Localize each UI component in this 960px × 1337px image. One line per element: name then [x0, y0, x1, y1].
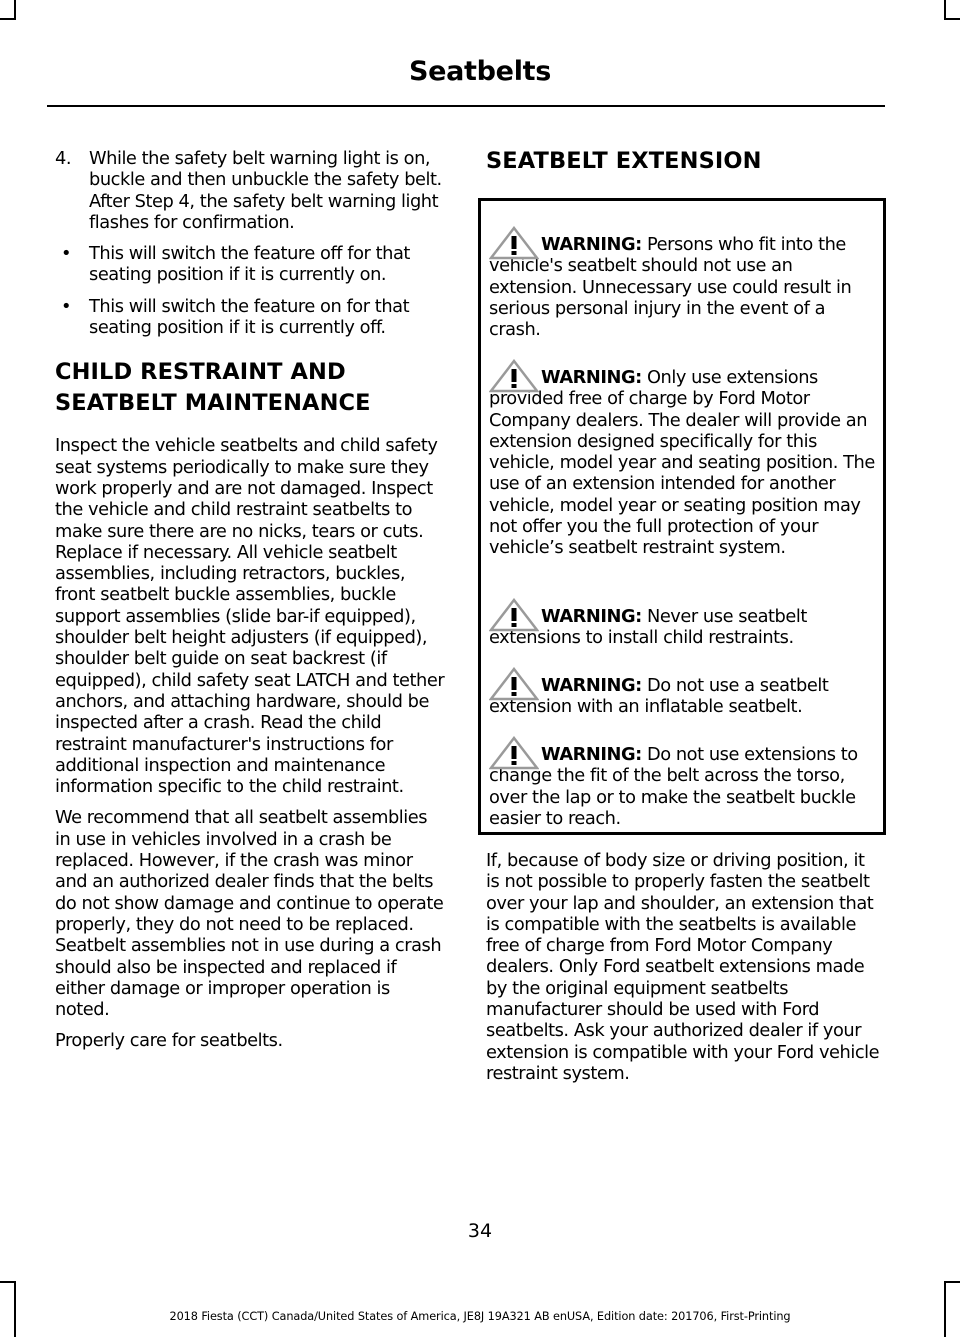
warning-item: [489, 744, 881, 829]
list-item-text: While the safety belt warning light is on, buckle and then unbuckle the safety belt. After Step 4, the safety belt warning light flashes for confirmation.: [89, 148, 442, 233]
section-heading: SEATBELT EXTENSION: [486, 148, 762, 174]
header-divider: [47, 105, 885, 107]
list-marker: 4.: [55, 148, 72, 169]
crop-mark: [0, 18, 16, 20]
warning-item: [489, 606, 881, 649]
bullet-marker: •: [61, 295, 72, 317]
section-heading: SEATBELT MAINTENANCE: [55, 390, 371, 417]
crop-mark: [14, 1281, 16, 1337]
warning-box: [478, 198, 886, 835]
warning-label: WARNING:: [541, 675, 642, 696]
footer-text: 2018 Fiesta (CCT) Canada/United States of America, JE8J 19A321 AB enUSA, Edition date: 201706, First-Printing: [169, 1310, 791, 1323]
list-item-text: This will switch the feature off for that seating position if it is currently on.: [89, 243, 410, 286]
list-item-text: This will switch the feature on for that seating position if it is currently off.: [89, 295, 410, 339]
warning-triangle-icon: [489, 359, 539, 393]
left-column: [55, 148, 447, 1062]
warning-label: WARNING:: [541, 744, 642, 765]
crop-mark: [14, 0, 16, 18]
warning-triangle-icon: [489, 667, 539, 701]
right-column-body: [486, 850, 880, 1094]
body-paragraph: We recommend that all seatbelt assemblies in use in vehicles involved in a crash be replaced. However, if the crash was minor and an authorized dealer finds that the belts do not show damage and continue to operate properly, they do not need to be replaced. Seatbelt assemblies not in use during a crash should also be inspected and replaced if either damage or improper operation is noted.: [55, 807, 444, 1021]
warning-text: Do not use a seatbelt extension with an inflatable seatbelt.: [489, 675, 829, 718]
crop-mark: [944, 1281, 946, 1337]
warning-triangle-icon: [489, 736, 539, 770]
crop-mark: [944, 0, 946, 18]
warning-label: WARNING:: [541, 367, 642, 388]
warning-item: [489, 234, 881, 340]
body-paragraph: Inspect the vehicle seatbelts and child safety seat systems periodically to make sure they work properly and are not damaged. Inspect the vehicle and child restraint seatbelts to make sure there are no nicks, tears or cuts. Replace if necessary. All vehicle seatbelt assemblies, including retractors, buckles, front seatbelt buckle assemblies, buckle support assemblies (slide bar-if equipped), shoulder belt height adjusters (if equipped), shoulder belt guide on seat backrest (if equipped), child safety seat LATCH and tether anchors, and attaching hardware, should be inspected after a crash. Read the child restraint manufacturer's instructions for additional inspection and maintenance information specific to the child restraint.: [55, 435, 445, 798]
warning-text: Do not use extensions to change the fit of the belt across the torso, over the lap or to make the seatbelt buckle easier to reach.: [489, 744, 858, 829]
section-heading: CHILD RESTRAINT AND: [55, 359, 346, 386]
list-item: [55, 296, 447, 339]
crop-mark: [944, 18, 960, 20]
warning-triangle-icon: [489, 226, 539, 260]
list-item: [55, 243, 447, 286]
bullet-marker: •: [61, 243, 72, 265]
list-item: [55, 148, 447, 233]
crop-mark: [944, 1281, 960, 1283]
warning-text: Persons who fit into the vehicle's seatbelt should not use an extension. Unnecessary use could result in serious personal injury in the event of a crash.: [489, 234, 852, 341]
right-column: [486, 146, 886, 177]
warning-triangle-icon: [489, 598, 539, 632]
warning-text: Only use extensions provided free of charge by Ford Motor Company dealers. The dealer will provide an extension designed specifically for this vehicle, model year and seating position. The use of an extension intended for another vehicle, model year or seating position may not offer you the full protection of your vehicle’s seatbelt restraint system.: [489, 367, 875, 559]
body-paragraph: If, because of body size or driving position, it is not possible to properly fasten the seatbelt over your lap and shoulder, an extension that is compatible with the seatbelts is available free of charge from Ford Motor Company dealers. Only Ford seatbelt extensions made by the original equipment seatbelts manufacturer should be used with Ford seatbelts. Ask your authorized dealer if your extension is compatible with your Ford vehicle restraint system.: [486, 850, 880, 1084]
warning-item: [489, 367, 881, 559]
body-paragraph: Properly care for seatbelts.: [55, 1030, 283, 1052]
crop-mark: [0, 1281, 14, 1283]
page-number: 34: [467, 1220, 493, 1242]
warning-item: [489, 675, 881, 718]
warning-text: Never use seatbelt extensions to install child restraints.: [489, 606, 807, 649]
warning-label: WARNING:: [541, 606, 642, 627]
warning-label: WARNING:: [541, 234, 642, 255]
page-title: Seatbelts: [408, 56, 552, 87]
